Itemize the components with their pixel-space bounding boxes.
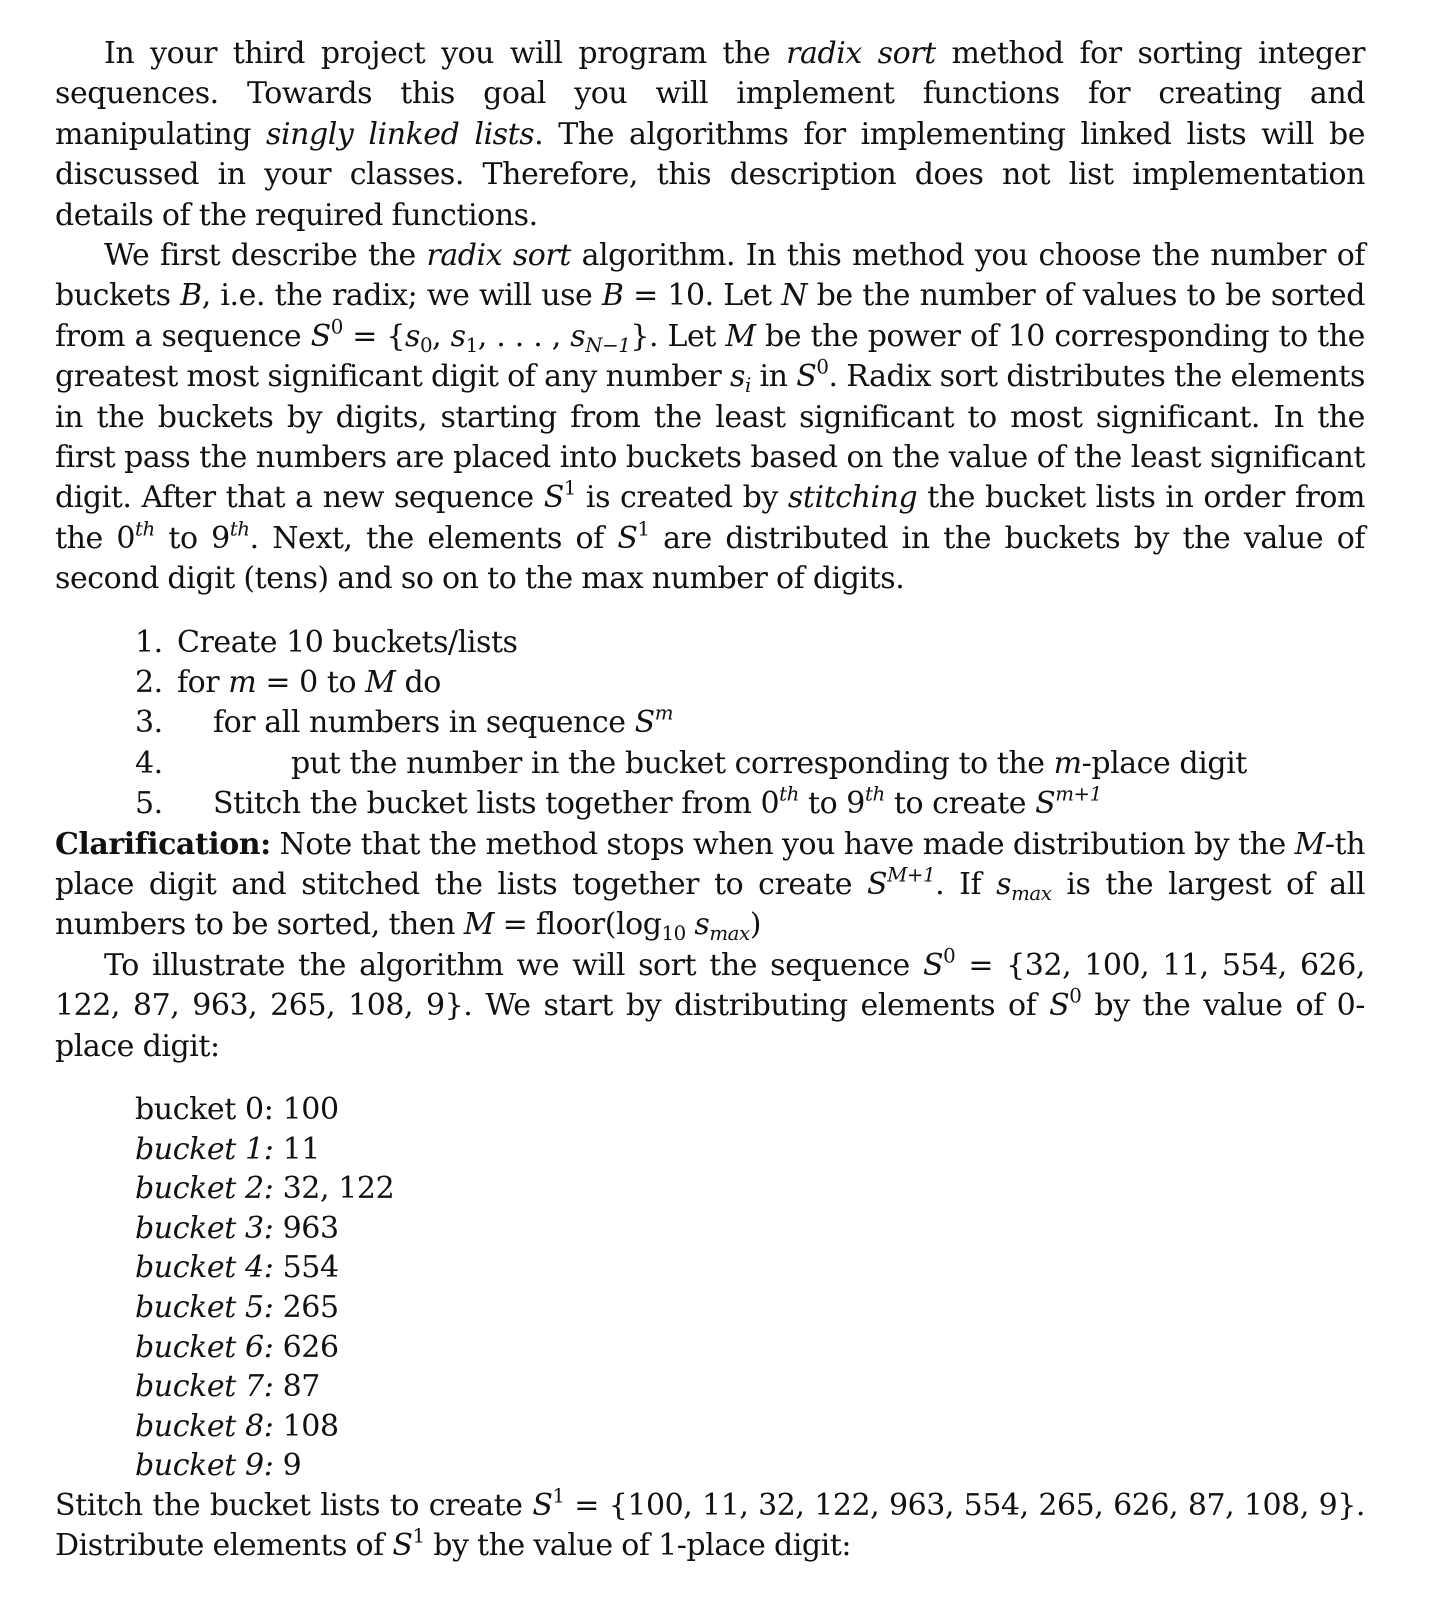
bucket-label: bucket 9:: [135, 1448, 274, 1484]
math-var: S: [1049, 988, 1070, 1024]
text: by the value of 1-place digit:: [424, 1528, 852, 1564]
bucket-values: 87: [273, 1369, 320, 1405]
math-var: m: [228, 665, 257, 701]
math-var: s: [729, 359, 745, 395]
bucket-values: 100: [273, 1092, 339, 1128]
subscript: max: [1011, 881, 1052, 905]
text: be the number of values to be sorted from a sequence: [55, 278, 1365, 354]
math-var: s: [694, 907, 710, 943]
algorithm-step: [135, 744, 1365, 784]
text: ): [749, 907, 761, 943]
algorithm-step: [135, 703, 1365, 743]
text: Stitch the bucket lists to create: [55, 1488, 533, 1524]
math-var: S: [634, 705, 655, 741]
text: to 9: [154, 520, 230, 556]
subscript: N−1: [585, 333, 631, 357]
math-var: s: [996, 867, 1012, 903]
step-text: [177, 703, 1365, 743]
step-number: 4.: [135, 745, 163, 781]
math-var: S: [922, 947, 944, 983]
text: = floor(log: [493, 907, 662, 943]
text: = {32, 100, 11, 554, 626, 122, 87, 963, 265, 108, 9}. We start by distributing elements of: [55, 947, 1365, 1024]
step-text: Create 10 buckets/lists: [177, 624, 518, 660]
subscript: 0: [419, 333, 433, 357]
bucket-values: 265: [273, 1290, 339, 1326]
text: Note that the method stops when you have made distribution by the: [270, 826, 1295, 862]
text: . If: [935, 867, 997, 903]
bucket-values: 9: [273, 1448, 302, 1484]
text: , i.e. the radix; we will use: [201, 278, 602, 314]
clarification-paragraph: [55, 825, 1365, 946]
step-number: 1.: [135, 624, 163, 660]
superscript: th: [135, 517, 155, 541]
bucket-label: bucket 8:: [135, 1408, 274, 1444]
superscript: 0: [330, 315, 343, 339]
bucket-row: [135, 1288, 1365, 1328]
emphasis: radix sort: [426, 238, 571, 274]
step-text: [177, 744, 1365, 784]
text: -place digit: [1081, 745, 1247, 781]
text: for: [177, 665, 229, 701]
text: ,: [432, 318, 451, 354]
superscript: 1: [563, 477, 576, 501]
superscript: 0: [943, 944, 956, 968]
math-var: S: [532, 1488, 553, 1524]
math-var: m: [1053, 745, 1082, 781]
superscript: 1: [637, 517, 650, 541]
math-var: M: [463, 907, 494, 943]
text: = 10. Let: [623, 278, 782, 314]
math-var: S: [617, 520, 638, 556]
text: put the number in the bucket corresponding to the: [291, 745, 1054, 781]
algorithm-step: [135, 784, 1365, 824]
text: in: [750, 359, 797, 395]
text: algorithm. In this method you choose the number of buckets: [55, 238, 1365, 314]
text: by the value of 0-place digit:: [55, 988, 1365, 1064]
bucket-row: [135, 1328, 1365, 1368]
subscript: 10: [661, 922, 686, 946]
bucket-values: 963: [273, 1210, 339, 1246]
subscript: 1: [465, 333, 478, 357]
bucket-label: bucket 5:: [135, 1290, 274, 1326]
text: . The algorithms for implementing linked lists will be discussed in your classes. Therefore, this description does not list implementation details of the required functions.: [55, 116, 1365, 233]
text: . Radix sort distributes the elements in the buckets by digits, starting from the least significant to most significant. In the first pass the numbers are placed into buckets based on the value of the least significant digit. After that a new sequence: [55, 359, 1365, 516]
text: is the largest of all numbers to be sorted, then: [55, 867, 1365, 943]
illustration-paragraph: [55, 946, 1365, 1067]
bucket-label: bucket 7:: [135, 1369, 274, 1405]
superscript: 1: [412, 1525, 425, 1549]
math-var: S: [796, 359, 817, 395]
clarification-label: Clarification:: [55, 826, 271, 862]
text: are distributed in the buckets by the value of second digit (tens) and so on to the max number of digits.: [55, 520, 1365, 597]
bucket-label: bucket 3:: [135, 1210, 274, 1246]
superscript: 0: [1069, 985, 1082, 1008]
document-page: [55, 34, 1365, 1567]
bucket-label: bucket 2:: [135, 1171, 274, 1207]
text: . Next, the elements of: [249, 520, 618, 556]
superscript: 1: [552, 1484, 565, 1508]
math-var: M: [365, 665, 396, 701]
superscript: m+1: [1055, 782, 1102, 806]
math-var: s: [405, 318, 420, 354]
math-var: s: [570, 318, 586, 354]
bucket-list: [135, 1090, 1365, 1486]
bucket-row: [135, 1407, 1365, 1447]
text: to create: [884, 786, 1036, 822]
text: Stitch the bucket lists together from 0: [213, 786, 780, 822]
bucket-row: [135, 1248, 1365, 1288]
superscript: th: [864, 782, 885, 806]
text: do: [395, 665, 441, 701]
emphasis: stitching: [787, 480, 918, 516]
text: -th place digit and stitched the lists together to create: [55, 826, 1365, 903]
math-var: S: [1035, 786, 1056, 822]
step-number: 2.: [135, 665, 163, 701]
text: be the power of 10 corresponding to the greatest most significant digit of any number: [55, 318, 1365, 395]
bucket-values: 108: [273, 1408, 339, 1444]
bucket-row: [135, 1209, 1365, 1249]
text: = {: [342, 318, 406, 354]
text: = 0 to: [256, 665, 366, 701]
text: = {100, 11, 32, 122, 963, 554, 265, 626, 87, 108, 9}. Distribute elements of: [55, 1488, 1365, 1564]
algorithm-list: [135, 623, 1365, 825]
bucket-row: [135, 1169, 1365, 1209]
step-text: [177, 784, 1365, 824]
bucket-row: [135, 1367, 1365, 1407]
math-var: N: [781, 278, 808, 314]
emphasis: singly linked lists: [266, 116, 535, 152]
superscript: m: [654, 702, 674, 726]
bucket-label: bucket 4:: [135, 1250, 274, 1286]
superscript: M+1: [887, 863, 936, 887]
math-var: S: [310, 318, 331, 354]
bucket-row: [135, 1090, 1365, 1130]
emphasis: radix sort: [786, 36, 936, 71]
text: the bucket lists in order from the 0: [55, 480, 1365, 556]
algorithm-step: [135, 663, 1365, 703]
text: to 9: [798, 786, 865, 822]
bucket-label: bucket 6:: [135, 1329, 274, 1365]
text: , . . . ,: [477, 318, 571, 354]
bucket-row: [135, 1446, 1365, 1486]
step-text: [177, 663, 1365, 703]
superscript: 0: [816, 355, 829, 379]
intro-paragraph: [55, 34, 1365, 236]
text: method for sorting integer sequences. Towards this goal you will implement functions for creating and manipulating: [55, 36, 1365, 152]
math-var: S: [866, 867, 888, 903]
bucket-values: 626: [273, 1329, 339, 1365]
math-var: M: [1294, 826, 1325, 862]
text: We first describe the: [104, 238, 427, 274]
superscript: th: [779, 782, 799, 806]
text: To illustrate the algorithm we will sort the sequence: [104, 947, 923, 983]
math-var: M: [725, 318, 756, 354]
text: }. Let: [630, 318, 726, 354]
subscript: i: [744, 374, 751, 398]
text: In your third project you will program the: [104, 36, 787, 71]
text: for all numbers in sequence: [213, 705, 635, 741]
bucket-values: 554: [273, 1250, 339, 1286]
subscript: max: [709, 922, 750, 946]
step-number: 5.: [135, 786, 163, 822]
math-var: S: [543, 480, 564, 516]
math-var: B: [180, 278, 202, 314]
superscript: th: [229, 517, 250, 541]
text: is created by: [575, 480, 788, 516]
description-paragraph: [55, 236, 1365, 600]
algorithm-step: [135, 623, 1365, 663]
stitch-paragraph: [55, 1486, 1365, 1567]
step-number: 3.: [135, 705, 163, 741]
bucket-values: 32, 122: [273, 1171, 395, 1207]
math-var: s: [450, 318, 466, 354]
bucket-label: bucket 1:: [135, 1131, 274, 1167]
bucket-values: 11: [273, 1131, 320, 1167]
bucket-row: [135, 1130, 1365, 1170]
math-var: S: [392, 1528, 413, 1564]
bucket-label: bucket 0:: [135, 1092, 274, 1128]
math-var: B: [601, 278, 624, 314]
